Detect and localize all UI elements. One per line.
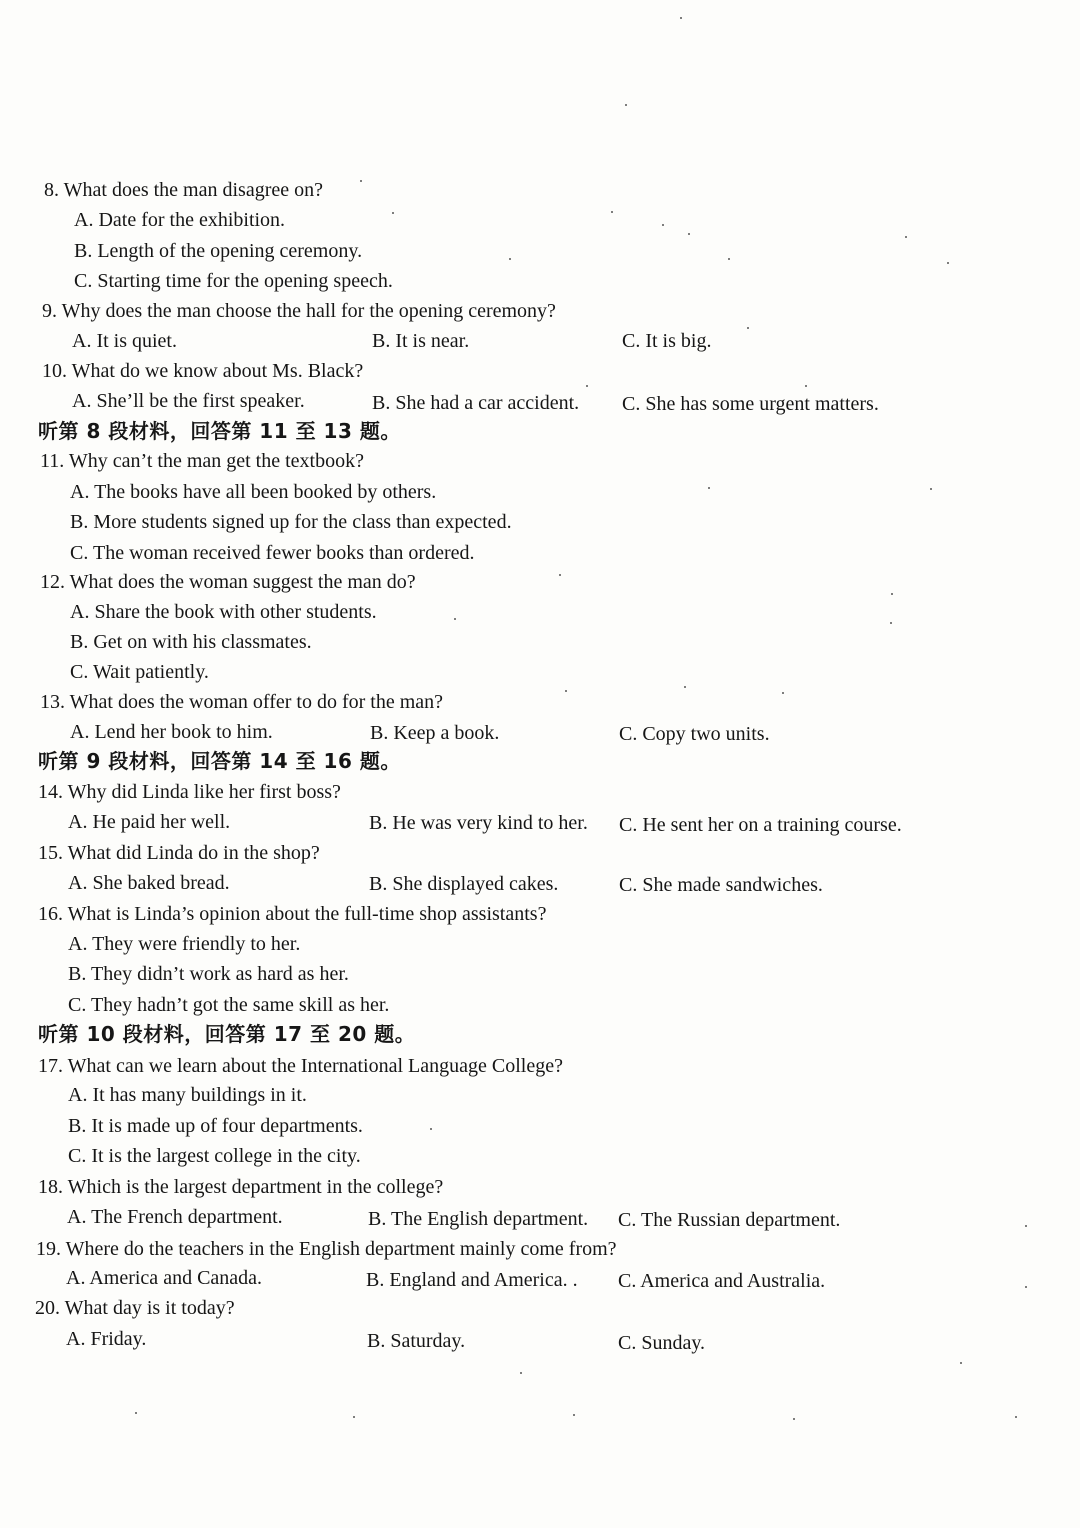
scan-speck: [905, 236, 907, 238]
scan-speck: [891, 593, 893, 595]
option: C. The woman received fewer books than ordered.: [70, 542, 475, 564]
option: B. She displayed cakes.: [369, 873, 559, 895]
section-heading: 听第 10 段材料，回答第 17 至 20 题。: [38, 1022, 416, 1046]
scan-speck: [392, 212, 394, 214]
option: A. Share the book with other students.: [70, 601, 377, 623]
question-stem: 15. What did Linda do in the shop?: [38, 842, 320, 864]
scan-speck: [454, 618, 456, 620]
question-stem: 17. What can we learn about the International Language College?: [38, 1055, 563, 1077]
option: B. England and America. .: [366, 1269, 578, 1291]
option: C. They hadn’t got the same skill as her.: [68, 994, 390, 1016]
option: A. Date for the exhibition.: [74, 209, 286, 231]
option: C. It is the largest college in the city.: [68, 1145, 361, 1167]
scan-speck: [586, 385, 588, 387]
option: B. More students signed up for the class than expected.: [70, 511, 512, 533]
question-stem: 18. Which is the largest department in the college?: [38, 1176, 444, 1198]
scan-speck: [509, 258, 511, 260]
question-stem: 13. What does the woman offer to do for the man?: [40, 691, 444, 713]
option: B. It is near.: [372, 330, 470, 352]
option: B. Get on with his classmates.: [70, 631, 312, 653]
question-stem: 10. What do we know about Ms. Black?: [42, 360, 364, 382]
scan-speck: [793, 1418, 795, 1420]
scan-speck: [708, 487, 710, 489]
scan-speck: [960, 1362, 962, 1364]
question-stem: 11. Why can’t the man get the textbook?: [40, 450, 364, 472]
scan-speck: [947, 262, 949, 264]
option: A. Lend her book to him.: [70, 721, 273, 743]
option: A. The French department.: [67, 1206, 283, 1228]
option: C. America and Australia.: [618, 1270, 826, 1292]
option: C. She made sandwiches.: [619, 874, 823, 896]
scan-speck: [565, 690, 567, 692]
section-heading: 听第 9 段材料，回答第 14 至 16 题。: [38, 749, 401, 773]
option: A. She’ll be the first speaker.: [72, 390, 305, 412]
question-stem: 16. What is Linda’s opinion about the full-time shop assistants?: [38, 903, 547, 925]
option: B. He was very kind to her.: [369, 812, 588, 834]
option: A. Friday.: [66, 1328, 147, 1350]
option: B. They didn’t work as hard as her.: [68, 963, 349, 985]
scan-speck: [728, 258, 730, 260]
option: A. It has many buildings in it.: [68, 1084, 307, 1106]
section-heading: 听第 8 段材料，回答第 11 至 13 题。: [38, 419, 401, 443]
option: A. He paid her well.: [68, 811, 231, 833]
option: B. It is made up of four departments.: [68, 1115, 363, 1137]
option: C. Starting time for the opening speech.: [74, 270, 393, 292]
scan-speck: [611, 211, 613, 213]
option: A. She baked bread.: [68, 872, 230, 894]
option: C. Copy two units.: [619, 723, 770, 745]
scan-speck: [430, 1128, 432, 1130]
option: C. He sent her on a training course.: [619, 814, 902, 836]
option: C. Wait patiently.: [70, 661, 209, 683]
question-stem: 19. Where do the teachers in the English department mainly come from?: [36, 1238, 617, 1260]
scan-speck: [1025, 1286, 1027, 1288]
scan-speck: [353, 1416, 355, 1418]
scan-speck: [573, 1414, 575, 1416]
option: B. She had a car accident.: [372, 392, 580, 414]
option: B. The English department.: [368, 1208, 589, 1230]
option: B. Length of the opening ceremony.: [74, 240, 363, 262]
option: A. The books have all been booked by others.: [70, 481, 437, 503]
scan-speck: [890, 622, 892, 624]
scan-speck: [1025, 1225, 1027, 1227]
scan-speck: [805, 385, 807, 387]
scan-speck: [625, 104, 627, 106]
scan-speck: [684, 686, 686, 688]
scan-speck: [662, 224, 664, 226]
question-stem: 20. What day is it today?: [35, 1297, 235, 1319]
option: A. America and Canada.: [66, 1267, 263, 1289]
option: C. She has some urgent matters.: [622, 393, 879, 415]
scan-speck: [688, 233, 690, 235]
option: B. Keep a book.: [370, 722, 500, 744]
scan-speck: [1015, 1416, 1017, 1418]
scan-speck: [680, 17, 682, 19]
option: C. The Russian department.: [618, 1209, 841, 1231]
question-stem: 9. Why does the man choose the hall for the opening ceremony?: [42, 300, 556, 322]
option: A. It is quiet.: [72, 330, 177, 352]
question-stem: 8. What does the man disagree on?: [44, 179, 323, 201]
scan-speck: [360, 180, 362, 182]
scan-speck: [135, 1412, 137, 1414]
scan-speck: [930, 488, 932, 490]
question-stem: 14. Why did Linda like her first boss?: [38, 781, 341, 803]
question-stem: 12. What does the woman suggest the man do?: [40, 571, 416, 593]
scan-speck: [520, 1372, 522, 1374]
scan-speck: [559, 574, 561, 576]
scan-speck: [747, 327, 749, 329]
option: B. Saturday.: [367, 1330, 466, 1352]
scan-speck: [782, 692, 784, 694]
option: C. It is big.: [622, 330, 712, 352]
option: C. Sunday.: [618, 1332, 706, 1354]
option: A. They were friendly to her.: [68, 933, 301, 955]
